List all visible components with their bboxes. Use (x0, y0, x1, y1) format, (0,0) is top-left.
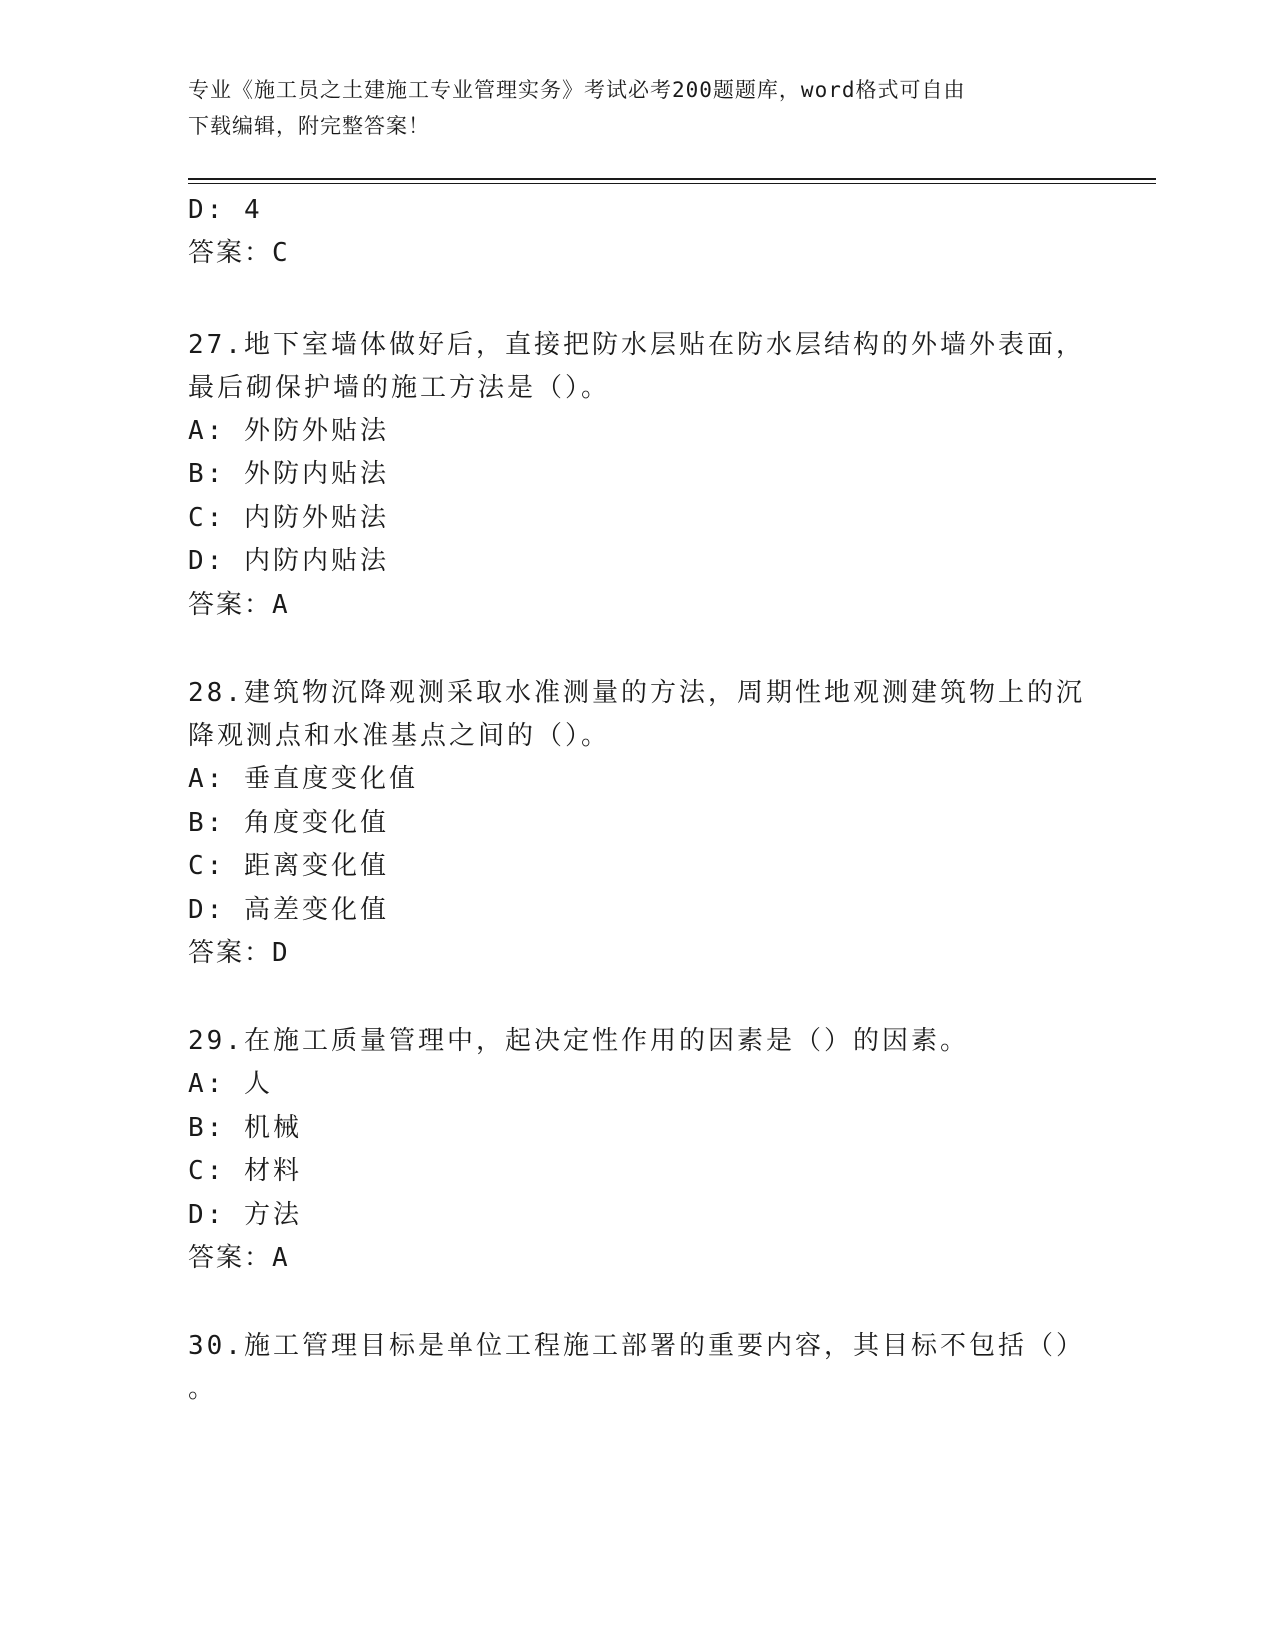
q30-stem-line-1: 30.施工管理目标是单位工程施工部署的重要内容，其目标不包括（） (188, 1331, 1085, 1361)
q29-answer: 答案：A (188, 1243, 290, 1273)
q28-option-a: A: 垂直度变化值 (188, 764, 418, 794)
document-header (188, 72, 1068, 144)
header-title-line-2: 下载编辑，附完整答案！ (188, 114, 430, 138)
q28-option-b: B: 角度变化值 (188, 808, 389, 838)
q28-stem-line-2: 降观测点和水准基点之间的（）。 (188, 721, 611, 751)
header-divider (188, 178, 1156, 180)
q28-stem-line-1: 28.建筑物沉降观测采取水准测量的方法，周期性地观测建筑物上的沉 (188, 678, 1085, 708)
q30-stem-line-2: 。 (188, 1374, 218, 1404)
q27-option-b: B: 外防内贴法 (188, 459, 389, 489)
q27-stem-line-2: 最后砌保护墙的施工方法是（）。 (188, 373, 611, 403)
q27-option-d: D: 内防内贴法 (188, 546, 389, 576)
header-title-line-1: 专业《施工员之土建施工专业管理实务》考试必考200题题库，word格式可自由 (188, 78, 966, 102)
q27-option-a: A: 外防外贴法 (188, 416, 389, 446)
prev-option-d: D: 4 (188, 195, 263, 225)
q28-option-d: D: 高差变化值 (188, 895, 389, 925)
q27-stem-line-1: 27.地下室墙体做好后，直接把防水层贴在防水层结构的外墙外表面， (188, 330, 1085, 360)
q29-stem-line-1: 29.在施工质量管理中，起决定性作用的因素是（）的因素。 (188, 1026, 969, 1056)
q27-answer: 答案：A (188, 590, 290, 620)
q29-option-a: A: 人 (188, 1069, 273, 1099)
q29-option-b: B: 机械 (188, 1113, 302, 1143)
q29-option-d: D: 方法 (188, 1200, 302, 1230)
header-divider-thin (188, 183, 1156, 184)
q29-option-c: C: 材料 (188, 1156, 302, 1186)
q27-option-c: C: 内防外贴法 (188, 503, 389, 533)
q28-answer: 答案：D (188, 938, 290, 968)
q28-option-c: C: 距离变化值 (188, 851, 389, 881)
prev-answer: 答案：C (188, 238, 290, 268)
